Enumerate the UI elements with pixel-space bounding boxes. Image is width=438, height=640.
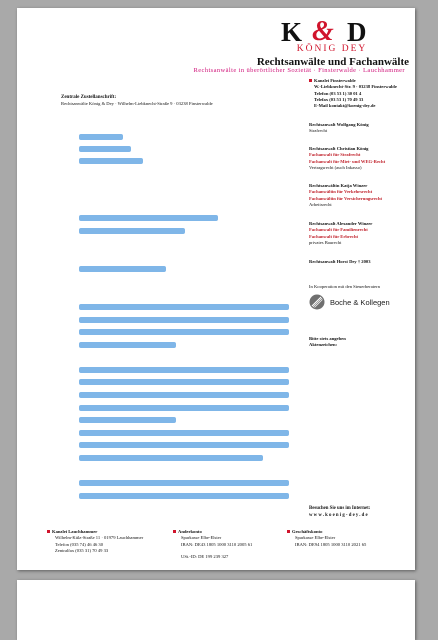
lawyer-name: Rechtsanwalt Christian König <box>309 146 369 151</box>
logo-letter-k: K <box>281 17 304 47</box>
redacted-line <box>79 480 289 486</box>
lawyer-note: Vertragsrecht (auch Inkasso) <box>309 164 362 170</box>
footer-vat-id: USt.-ID: DE 199 239 327 <box>181 553 229 559</box>
redacted-line <box>79 329 289 335</box>
lawyer-name: Rechtsanwältin Katja Winzer <box>309 183 368 188</box>
footer-account-bank: Sparkasse Elbe-Elster <box>181 535 222 541</box>
lawyer-note: Strafrecht <box>309 128 328 134</box>
lawyer-specialty: Fachanwalt für Miet- und WEG-Recht <box>309 158 386 164</box>
logo-names: KÖNIG DEY <box>296 44 368 54</box>
bullet-square-icon <box>287 530 290 533</box>
lawyer-specialty: Fachanwältin für Verkehrsrecht <box>309 189 373 195</box>
footer-account-title: Geschäftskonto <box>292 529 323 534</box>
footer-business-account <box>287 529 366 548</box>
footer-account-iban: IBAN: DE94 1805 1000 3110 2021 65 <box>295 541 367 547</box>
letter-page <box>17 8 415 570</box>
redacted-line <box>79 266 166 272</box>
logo-subtitle: Rechtsanwälte und Fachanwälte <box>256 56 409 68</box>
footer-escrow-account <box>173 529 252 560</box>
lawyer-name: Rechtsanwalt Wolfgang König <box>309 122 369 127</box>
redacted-line <box>79 304 289 310</box>
redacted-line <box>79 228 185 234</box>
footer-account-bank: Sparkasse Elbe-Elster <box>295 535 336 541</box>
office-main-street: W.-Liebknecht-Str. 9 · 03238 Finsterwalde <box>314 84 397 90</box>
office-main-email: E-Mail kontakt@koenig-dey.de <box>314 103 376 109</box>
recipient-address: Rechtsanwälte König & Dey · Wilhelm-Liebknecht-Straße 9 · 03238 Finsterwalde <box>61 101 213 106</box>
office-main-fax: Telefax (03 53 1) 70 49 33 <box>314 96 364 102</box>
cooperation-text: In Kooperation mit den Steuerberatern <box>309 284 380 289</box>
footer-office-title: Kanzlei Lauchhammer <box>52 529 98 534</box>
logo-letter-d: D <box>347 17 368 47</box>
recipient-heading: Zentrale Zustellanschrift: <box>61 95 117 100</box>
footer-office-street: Wilhelm-Külz-Straße 11 · 01979 Lauchhammer <box>55 535 144 541</box>
redacted-line <box>79 493 289 499</box>
bullet-square-icon <box>173 530 176 533</box>
footer-office-lauchhammer <box>47 529 143 554</box>
bullet-square-icon <box>47 530 50 533</box>
footer-office-fax: Zentralfax (035 31) 70 49 33 <box>55 547 109 553</box>
redacted-line <box>79 379 289 385</box>
website-url[interactable]: www.koenig-dey.de <box>309 512 369 518</box>
office-finsterwalde <box>309 78 409 109</box>
partner-leaf-icon <box>309 294 325 310</box>
lawyer-specialty: Fachanwalt für Strafrecht <box>309 152 361 158</box>
lawyer-entry <box>309 221 409 246</box>
reference-label: Aktenzeichen: <box>309 342 338 348</box>
redacted-line <box>79 146 131 152</box>
redacted-line <box>79 430 289 436</box>
redacted-line <box>79 367 289 373</box>
redacted-line <box>79 405 289 411</box>
lawyer-note: Arbeitsrecht <box>309 201 332 207</box>
bullet-square-icon <box>309 79 312 82</box>
redacted-line <box>79 442 289 448</box>
footer-account-iban: IBAN: DE43 1805 1000 3110 2005 61 <box>181 541 253 547</box>
logo-ampersand: & <box>312 16 334 47</box>
lawyer-entry <box>309 146 409 171</box>
redacted-line <box>79 215 218 221</box>
redacted-line <box>79 158 143 164</box>
footer-office-phone: Telefon (035 74) 46 46 30 <box>55 541 104 547</box>
reference-box <box>309 336 409 349</box>
website-block <box>309 506 370 519</box>
redacted-line <box>79 342 176 348</box>
lawyer-name: Rechtsanwalt Alexander Winzer <box>309 221 373 226</box>
redacted-line <box>79 317 289 323</box>
redacted-line <box>79 417 176 423</box>
footer-account-title: Anderkonto <box>178 529 202 534</box>
office-main-name: Kanzlei Finsterwalde <box>314 78 356 83</box>
lawyer-note: privates Baurecht <box>309 239 342 245</box>
lawyer-specialty: Fachanwalt für Erbrecht <box>309 233 359 239</box>
partner-name: Boche & Kollegen <box>330 298 390 307</box>
partner-logo <box>309 294 399 312</box>
lawyer-specialty: Fachanwältin für Versicherungsrecht <box>309 195 383 201</box>
redacted-line <box>79 455 263 461</box>
next-page <box>17 580 415 640</box>
lawyer-entry <box>309 122 409 135</box>
lawyer-specialty: Fachanwalt für Familienrecht <box>309 227 368 233</box>
office-main-phone: Telefon (03 53 1) 30 01 4 <box>314 90 362 96</box>
lawyer-entry <box>309 183 409 208</box>
redacted-line <box>79 134 123 140</box>
firm-logo <box>253 16 411 68</box>
tagline: Rechtsanwälte in überörtlicher Sozietät · Finsterwalde · Lauchhammer <box>193 67 405 74</box>
website-label: Besuchen Sie uns im Internet: <box>309 506 371 511</box>
reference-instruction: Bitte stets angeben <box>309 336 346 341</box>
redacted-line <box>79 392 289 398</box>
memorial-note: Rechtsanwalt Horst Dey † 2003 <box>309 259 371 264</box>
